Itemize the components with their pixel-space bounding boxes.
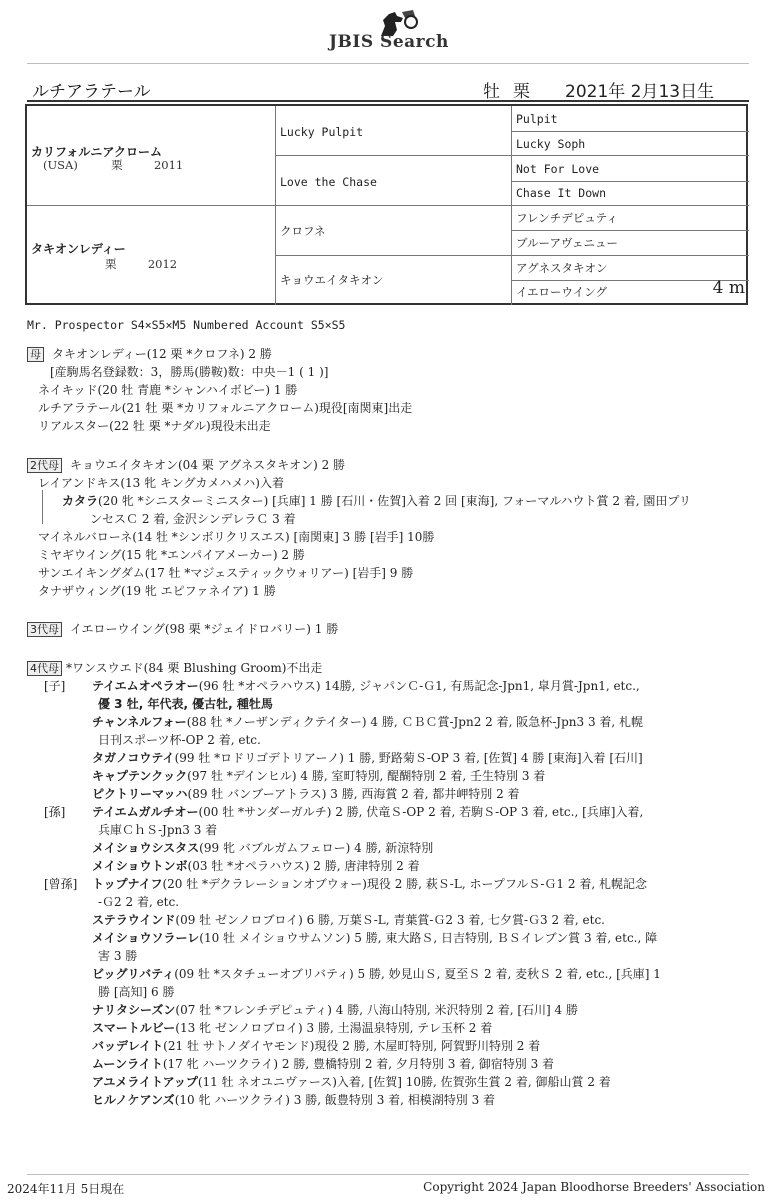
progeny-row[interactable] [92,1073,611,1091]
progeny-record: (96 牡 *オペラハウス) 14勝, ジャパンＣ-Ｇ1, 有馬記念-Jpn1, 皐月賞-Jpn1, etc., [198,679,640,693]
progeny-name[interactable]: メイショウソラーレ [92,931,200,945]
dam-coat: 栗 [105,257,117,271]
progeny-row[interactable] [62,492,691,510]
gen4-dam-line: *ワンスウエド(84 栗 Blushing Groom)不出走 [66,661,323,675]
progeny-record: (09 牡 *スタチューオブリバティ) 5 勝, 妙見山Ｓ, 夏至Ｓ 2 着, 麦秋Ｓ 2 着, etc., [兵庫] 1 [174,967,661,981]
gen4-section-title [27,659,322,677]
progeny-row[interactable]: タナザウィング(19 牝 エピファネイア) 1 勝 [38,584,276,598]
progeny-name[interactable]: ヒルノケアンズ [92,1093,175,1107]
progeny-record: (99 牝 バブルガムフェロー) 4 勝, 新涼特別 [199,841,434,855]
progeny-name[interactable]: ステラウインド [92,913,176,927]
progeny-record: (97 牡 *デインヒル) 4 勝, 室町特別, 醍醐特別 2 着, 壬生特別 3 着 [187,769,546,783]
progeny-row[interactable] [92,875,647,893]
horse-name: ルチアラテール [32,82,151,102]
progeny-row[interactable] [92,677,640,695]
progeny-name[interactable]: ピクトリーマッハ [92,787,188,801]
inbreeding-cross: Mr. Prospector S4×S5×M5 Numbered Account S5×S5 [27,318,346,332]
progeny-record: (09 牡 ゼンノロブロイ) 6 勝, 万葉Ｓ-L, 青葉賞-Ｇ2 3 着, 七夕賞-Ｇ3 2 着, etc. [175,913,605,927]
progeny-name[interactable]: カタラ [62,494,99,508]
progeny-row[interactable]: ネイキッド(20 牡 青鹿 *シャンハイボビー) 1 勝 [38,383,298,397]
gen2-dam-line: キョウエイタキオン(04 栗 アグネスタキオン) 2 勝 [70,458,346,472]
gen3-horse-7[interactable]: アグネスタキオン [516,261,608,275]
progeny-row[interactable] [92,803,643,821]
progeny-row[interactable] [92,1037,540,1055]
progeny-record: (17 牝 ハーツクライ) 2 勝, 豊橋特別 2 着, 夕月特別 3 着, 御宿特別 3 着 [162,1057,555,1071]
pedigree-dam-cell [27,206,275,305]
gen3-dam-line: イエローウイング(98 栗 *ジェイドロバリー) 1 勝 [70,622,339,636]
generation-label: [曾孫] [44,877,78,891]
dam-name[interactable]: タキオンレディー [31,242,126,256]
progeny-name[interactable]: ビッグリバティ [92,967,175,981]
dam-section-title [27,345,272,363]
progeny-record: (07 牡 *フレンチデピュティ) 4 勝, 八海山特別, 米沢特別 2 着, [石川] 4 勝 [175,1003,578,1017]
progeny-record: (99 牡 *ロドリゴデトリアーノ) 1 勝, 野路菊Ｓ-OP 3 着, [佐賀] 4 勝 [東海]入着 [石川] [174,751,643,765]
footer-copyright: Copyright 2024 Japan Bloodhorse Breeders' Association [423,1180,765,1194]
horse-coat: 栗 [513,82,530,102]
dam-stats: [産駒馬名登録数：3，勝馬(勝鞍)数：中央－1 ( 1 )] [50,365,329,379]
tree-branch-line [42,490,43,524]
progeny-record: (10 牝 ハーツクライ) 3 勝, 飯豊特別 3 着, 相模湖特別 3 着 [174,1093,496,1107]
progeny-record: (89 牡 バンブーアトラス) 3 勝, 西海賞 2 着, 都井岬特別 2 着 [187,787,520,801]
progeny-continuation: 優 3 牡, 年代表, 優古牡, 種牡馬 [98,697,273,711]
progeny-record: (88 牡 *ノーザンディクテイター) 4 勝, ＣＢＣ賞-Jpn2 2 着, 阪急杯-Jpn3 3 着, 札幌 [186,715,644,729]
header-rule [27,63,749,64]
title-rule [27,100,749,102]
progeny-record: (13 牝 ゼンノロブロイ) 3 勝, 土湯温泉特別, テレ玉杯 2 着 [175,1021,493,1035]
gen2-sire-sire[interactable]: Lucky Pulpit [280,125,364,139]
sire-year: 2011 [153,158,184,172]
pedigree-gen3 [511,106,748,305]
progeny-record: (20 牝 *シニスターミニスター) [兵庫] 1 勝 [石川・佐賀]入着 2 回 [東海], フォーマルハウト賞 2 着, 園田プリ [98,494,691,508]
progeny-record: (00 牡 *サンダーガルチ) 2 勝, 伏竜Ｓ-OP 2 着, 若駒Ｓ-OP 3 着, etc., [兵庫]入着, [198,805,644,819]
sire-name[interactable]: カリフォルニアクローム [31,145,163,159]
gen2-sire-dam[interactable]: Love the Chase [280,175,377,189]
jbis-logo[interactable] [327,8,467,56]
progeny-name[interactable]: キャプテンクック [92,769,188,783]
progeny-name[interactable]: チャンネルフォー [92,715,187,729]
dam-line: タキオンレディー(12 栗 *クロフネ) 2 勝 [52,347,272,361]
pedigree-sire-cell [27,106,275,205]
progeny-record: (20 牡 *デクラレーションオブウォー)現役 2 勝, 萩Ｓ-L, ホープフルＳ-Ｇ1 2 着, 札幌記念 [162,877,647,891]
progeny-record: (10 牡 メイショウサムソン) 5 勝, 東大路Ｓ, 日吉特別, ＢＳイレブン賞 3 着, etc., 障 [199,931,658,945]
progeny-row[interactable] [92,911,605,929]
progeny-row[interactable] [92,1001,578,1019]
progeny-continuation: 害 3 勝 [98,949,138,963]
progeny-record: (11 牡 ネオユニヴァース)入着, [佐賀] 10勝, 佐賀弥生賞 2 着, 御船山賞 2 着 [197,1075,611,1089]
progeny-record: (03 牡 *オペラハウス) 2 勝, 唐津特別 2 着 [187,859,420,873]
progeny-continuation: 勝 [高知] 6 勝 [98,985,175,999]
progeny-name[interactable]: テイエムオペラオー [92,679,199,693]
progeny-row[interactable]: マイネルバローネ(14 牡 *シンボリクリスエス) [南関東] 3 勝 [岩手] 10勝 [38,530,435,544]
progeny-row[interactable] [92,857,420,875]
progeny-row[interactable] [92,1091,495,1109]
gen3-horse-6[interactable]: ブルーアヴェニュー [516,236,619,250]
progeny-row[interactable]: リアルスター(22 牡 栗 *ナダル)現役未出走 [38,419,271,433]
gen2-tag: 2代母 [27,458,62,473]
generation-label: [子] [44,679,66,693]
gen3-horse-5[interactable]: フレンチデピュティ [516,211,618,225]
pedigree-table [25,104,748,305]
logo-text: JBIS Search [329,32,449,52]
gen2-section-title [27,456,345,474]
gen3-section-title [27,620,338,638]
progeny-row[interactable] [92,929,657,947]
gen4-tag: 4代母 [27,661,62,676]
progeny-continuation: -Ｇ2 2 着, etc. [98,895,180,909]
horse-sex: 牡 [483,82,500,102]
progeny-row[interactable]: ミヤギウイング(15 牝 *エンパイアメーカー) 2 勝 [38,548,305,562]
progeny-continuation: ンセスＣ 2 着, 金沢シンデレラＣ 3 着 [90,512,296,526]
horse-birthdate: 2021年 2月13日生 [565,82,715,102]
progeny-row[interactable] [92,839,433,857]
gen3-tag: 3代母 [27,622,62,637]
gen3-horse-4[interactable]: Chase It Down [516,186,607,200]
progeny-continuation: 日刊スポーツ杯-OP 2 着, etc. [98,733,261,747]
progeny-record: (21 牡 サトノダイヤモンド)現役 2 勝, 木屋町特別, 阿賀野川特別 2 着 [163,1039,541,1053]
generation-label: [孫] [44,805,66,819]
progeny-name[interactable]: アユメライトアップ [92,1075,198,1089]
progeny-row[interactable]: サンエイキングダム(17 牡 *マジェスティックウォリアー) [岩手] 9 勝 [38,566,414,580]
gen3-horse-2[interactable]: Lucky Soph [516,137,586,151]
sire-coat: 栗 [111,158,123,172]
footer-date: 2024年11月 5日現在 [7,1182,125,1196]
progeny-row[interactable] [92,1019,492,1037]
progeny-row[interactable]: レイアンドキス(13 牝 キングカメハメハ)入着 [38,476,284,490]
progeny-name[interactable]: テイエムガルチオー [92,805,199,819]
progeny-row[interactable]: ルチアラテール(21 牡 栗 *カリフォルニアクローム)現役[南関東]出走 [38,401,413,415]
progeny-name[interactable]: スマートルビー [92,1021,176,1035]
dam-year: 2012 [147,257,178,271]
progeny-name[interactable]: タガノコウテイ [92,751,175,765]
gen3-horse-3[interactable]: Not For Love [516,162,600,176]
progeny-row[interactable] [92,1055,554,1073]
progeny-row[interactable] [92,749,643,767]
gen3-horse-1[interactable]: Pulpit [516,112,558,126]
progeny-row[interactable] [92,965,661,983]
progeny-name[interactable]: バッデレイト [92,1039,164,1053]
progeny-name[interactable]: メイショウシスタス [92,841,200,855]
progeny-name[interactable]: メイショウトンボ [92,859,188,873]
progeny-row[interactable] [92,713,643,731]
sire-origin: (USA) [43,158,78,172]
pedigree-gen2 [275,106,511,305]
progeny-name[interactable]: ムーンライト [92,1057,163,1071]
gen2-dam-dam[interactable]: キョウエイタキオン [280,273,384,287]
progeny-row[interactable] [92,785,520,803]
inbreeding-4m-note: 4 m [712,278,745,298]
dam-tag: 母 [27,347,44,362]
progeny-name[interactable]: トップナイフ [92,877,163,891]
gen3-horse-8[interactable]: イエローウイング [516,285,607,299]
progeny-name[interactable]: ナリタシーズン [92,1003,176,1017]
footer-rule [27,1174,749,1175]
gen2-dam-sire[interactable]: クロフネ [280,224,326,238]
progeny-row[interactable] [92,767,545,785]
progeny-continuation: 兵庫ＣｈＳ-Jpn3 3 着 [98,823,218,837]
